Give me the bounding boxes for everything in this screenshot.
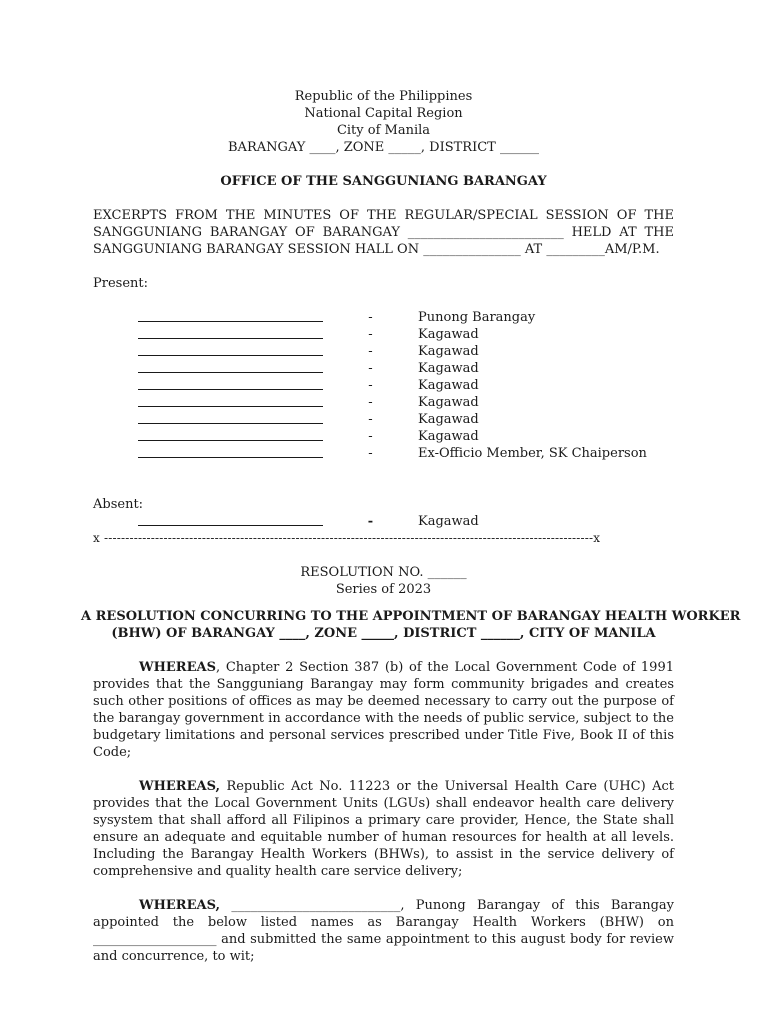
resolution-title	[81, 608, 741, 642]
whereas-paragraph	[93, 897, 674, 965]
document-page	[81, 88, 741, 965]
excerpt-line-3: SANGGUNIANG BARANGAY SESSION HALL ON _______________ AT _________AM/P.M.	[93, 242, 660, 257]
resolution-title-line-1: A RESOLUTION CONCURRING TO THE APPOINTMENT OF BARANGAY HEALTH WORKER	[81, 609, 741, 624]
signature-line	[138, 360, 323, 373]
letterhead	[93, 88, 674, 156]
signature-line	[138, 309, 323, 322]
whereas-paragraph	[93, 778, 674, 880]
whereas-lead: WHEREAS	[139, 660, 216, 675]
member-role: Kagawad	[418, 412, 479, 427]
whereas-lead: WHEREAS,	[139, 898, 221, 913]
member-role: Kagawad	[418, 361, 479, 376]
whereas-lead: WHEREAS,	[139, 779, 221, 794]
whereas-paragraph	[93, 659, 674, 761]
signature-line	[138, 343, 323, 356]
letterhead-barangay: BARANGAY ____, ZONE _____, DISTRICT ______	[228, 140, 539, 155]
member-role: Kagawad	[418, 378, 479, 393]
whereas-text: Republic Act No. 11223 or the Universal Health Care (UHC) Act provides that the Local Government Units (LGUs) shall endeavor health care delivery sysystem that shall afford all Filipinos a primary care provider, Hence, the State shall ensure an adequate and equitable number of human resources for health at all levels. Including the Barangay Health Workers (BHWs), to assist in the service delivery of comprehensive and quality health care service delivery;	[93, 779, 674, 879]
member-role: Kagawad	[418, 395, 479, 410]
member-role: Kagawad	[418, 327, 479, 342]
attendance-row: - Kagawad	[93, 513, 674, 530]
excerpt-line-1: EXCERPTS FROM THE MINUTES OF THE REGULAR/SPECIAL SESSION OF THE	[93, 208, 674, 223]
attendance-row: - Kagawad	[93, 377, 674, 394]
resolution-number: RESOLUTION NO. ______	[300, 565, 467, 580]
signature-line	[138, 513, 323, 526]
signature-line	[138, 377, 323, 390]
member-role: Kagawad	[418, 514, 479, 529]
whereas-text: __________________________, Punong Barangay of this Barangay appointed the below listed names as Barangay Health Workers (BHW) on ___________________ and submitted the same appointment to this august body for review and concurrence, to wit;	[93, 898, 674, 964]
signature-line	[138, 428, 323, 441]
present-label: Present:	[93, 276, 148, 291]
signature-line	[138, 445, 323, 458]
attendance-row: - Kagawad	[93, 428, 674, 445]
attendance-row: - Kagawad	[93, 411, 674, 428]
absent-label: Absent:	[93, 497, 144, 512]
letterhead-republic: Republic of the Philippines	[294, 89, 473, 104]
signature-line	[138, 326, 323, 339]
signature-line	[138, 411, 323, 424]
signature-line	[138, 394, 323, 407]
whereas-text: , Chapter 2 Section 387 (b) of the Local Government Code of 1991 provides that the Sangguniang Barangay may form community brigades and creates such other positions of offices as may be deemed necessary to carry out the purpose of the barangay government in accordance with the needs of public service, subject to the budgetary limitations and personal services prescribed under Title Five, Book II of this Code;	[93, 660, 674, 760]
excerpt-line-2: SANGGUNIANG BARANGAY OF BARANGAY ________________________ HELD AT THE	[93, 225, 674, 240]
attendance-row: - Punong Barangay	[93, 309, 674, 326]
office-title: OFFICE OF THE SANGGUNIANG BARANGAY	[220, 174, 547, 189]
excerpt-block	[93, 207, 674, 258]
attendance-row: - Kagawad	[93, 326, 674, 343]
member-role: Ex-Officio Member, SK Chaiperson	[418, 446, 647, 461]
letterhead-city: City of Manila	[336, 123, 431, 138]
member-role: Punong Barangay	[418, 310, 536, 325]
absent-list	[93, 513, 674, 530]
resolution-title-line-2: (BHW) OF BARANGAY ____, ZONE _____, DISTRICT ______, CITY OF MANILA	[111, 626, 656, 641]
attendance-row: - Ex-Officio Member, SK Chaiperson	[93, 445, 674, 462]
member-role: Kagawad	[418, 429, 479, 444]
member-role: Kagawad	[418, 344, 479, 359]
attendance-row: - Kagawad	[93, 360, 674, 377]
letterhead-region: National Capital Region	[304, 106, 463, 121]
section-separator: x -------------------------------------------------------------------------------------------------------------------x	[93, 531, 601, 545]
resolution-series: Series of 2023	[335, 582, 432, 597]
present-list	[93, 309, 674, 462]
attendance-row: - Kagawad	[93, 394, 674, 411]
attendance-row: - Kagawad	[93, 343, 674, 360]
